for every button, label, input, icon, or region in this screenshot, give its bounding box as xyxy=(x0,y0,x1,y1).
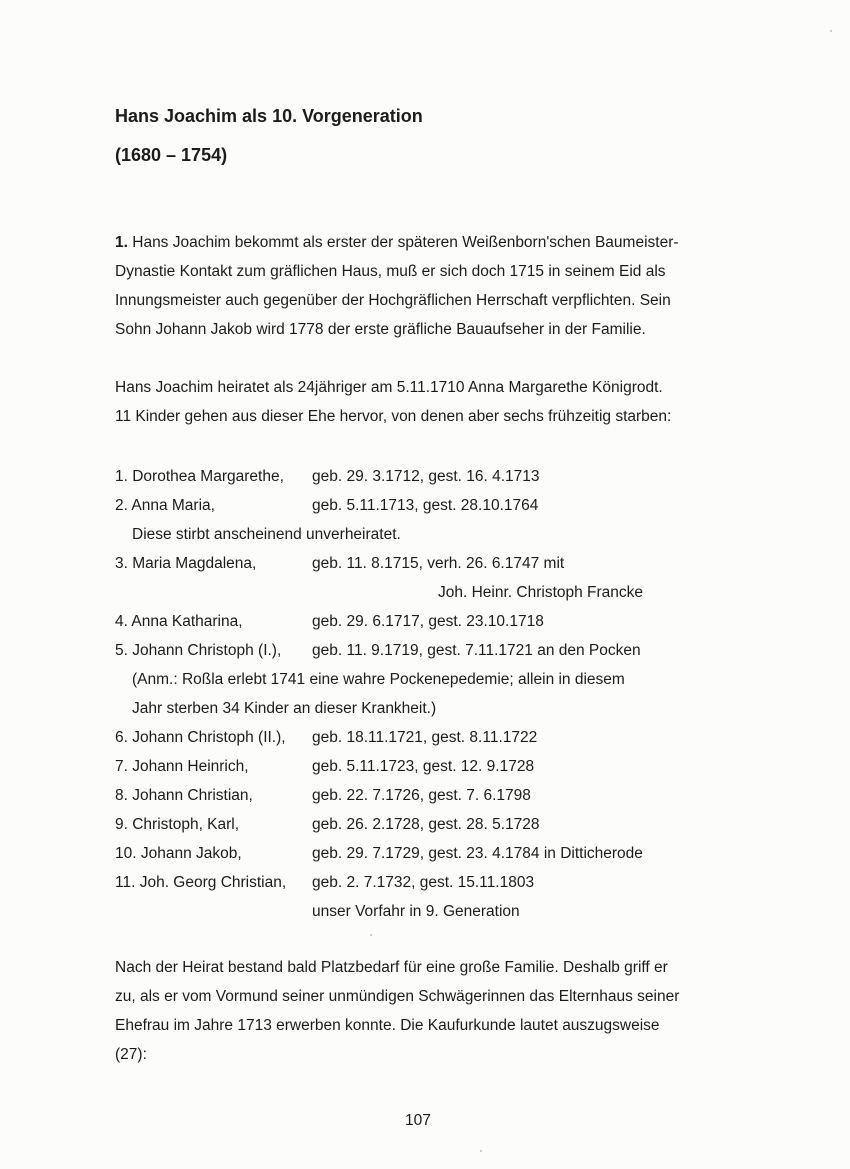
child-dates: geb. 5.11.1723, gest. 12. 9.1728 xyxy=(312,758,535,775)
children-list xyxy=(115,462,765,926)
list-item xyxy=(115,636,765,665)
list-note xyxy=(115,694,765,723)
page-number: 107 xyxy=(405,1112,431,1129)
paragraph-line: Nach der Heirat bestand bald Platzbedarf für eine große Familie. Deshalb griff er xyxy=(115,959,668,976)
list-item xyxy=(115,462,765,491)
child-name: 7. Johann Heinrich, xyxy=(115,758,249,775)
child-dates: geb. 29. 3.1712, gest. 16. 4.1713 xyxy=(312,468,540,485)
list-item xyxy=(115,752,765,781)
paragraph-3 xyxy=(115,953,755,1069)
scan-speck xyxy=(370,934,372,936)
child-name: 11. Joh. Georg Christian, xyxy=(115,874,287,891)
child-name: 4. Anna Katharina, xyxy=(115,613,243,630)
child-note: Jahr sterben 34 Kinder an dieser Krankheit.) xyxy=(132,700,437,717)
list-item xyxy=(115,549,765,578)
paragraph-line: 11 Kinder gehen aus dieser Ehe hervor, von denen aber sechs frühzeitig starben: xyxy=(115,408,672,425)
chapter-years: (1680 – 1754) xyxy=(115,145,228,165)
list-note xyxy=(115,665,765,694)
child-name: 10. Johann Jakob, xyxy=(115,845,242,862)
child-name: 6. Johann Christoph (II.), xyxy=(115,729,286,746)
paragraph-line: Innungsmeister auch gegenüber der Hochgräflichen Herrschaft verpflichten. Sein xyxy=(115,292,671,309)
list-note xyxy=(115,520,765,549)
paragraph-line: zu, als er vom Vormund seiner unmündigen Schwägerinnen das Elternhaus seiner xyxy=(115,988,680,1005)
child-name: 8. Johann Christian, xyxy=(115,787,253,804)
list-note xyxy=(115,897,765,926)
list-item xyxy=(115,607,765,636)
child-name: 1. Dorothea Margarethe, xyxy=(115,468,284,485)
list-note xyxy=(115,578,765,607)
child-name: 9. Christoph, Karl, xyxy=(115,816,240,833)
child-note: (Anm.: Roßla erlebt 1741 eine wahre Pockenepedemie; allein in diesem xyxy=(132,671,625,688)
scan-speck xyxy=(830,30,832,32)
paragraph-2 xyxy=(115,373,755,431)
child-dates: geb. 18.11.1721, gest. 8.11.1722 xyxy=(312,729,538,746)
paragraph-line: Hans Joachim heiratet als 24jähriger am 5.11.1710 Anna Margarethe Königrodt. xyxy=(115,379,663,396)
paragraph-line: Ehefrau im Jahre 1713 erwerben konnte. Die Kaufurkunde lautet auszugsweise xyxy=(115,1017,660,1034)
child-note: unser Vorfahr in 9. Generation xyxy=(312,903,520,920)
child-name: 3. Maria Magdalena, xyxy=(115,555,257,572)
list-item xyxy=(115,781,765,810)
child-name: 2. Anna Maria, xyxy=(115,497,215,514)
list-item xyxy=(115,491,765,520)
child-dates: geb. 11. 8.1715, verh. 26. 6.1747 mit xyxy=(312,555,565,572)
paragraph-number: 1. xyxy=(115,234,128,251)
child-name: 5. Johann Christoph (I.), xyxy=(115,642,282,659)
chapter-title: Hans Joachim als 10. Vorgeneration xyxy=(115,106,423,126)
child-note: Diese stirbt anscheinend unverheiratet. xyxy=(132,526,401,543)
child-dates: geb. 22. 7.1726, gest. 7. 6.1798 xyxy=(312,787,531,804)
child-dates: geb. 5.11.1713, gest. 28.10.1764 xyxy=(312,497,539,514)
paragraph-line: 1. Hans Joachim bekommt als erster der späteren Weißenborn'schen Baumeister- xyxy=(115,234,679,251)
paragraph-line: Dynastie Kontakt zum gräflichen Haus, muß er sich doch 1715 in seinem Eid als xyxy=(115,263,666,280)
child-dates: geb. 29. 7.1729, gest. 23. 4.1784 in Ditticherode xyxy=(312,845,643,862)
child-dates: geb. 29. 6.1717, gest. 23.10.1718 xyxy=(312,613,544,630)
child-dates: geb. 11. 9.1719, gest. 7.11.1721 an den Pocken xyxy=(312,642,641,659)
child-note: Joh. Heinr. Christoph Francke xyxy=(438,584,644,601)
child-dates: geb. 2. 7.1732, gest. 15.11.1803 xyxy=(312,874,535,891)
list-item xyxy=(115,723,765,752)
paragraph-1 xyxy=(115,228,755,344)
scan-speck xyxy=(480,1150,482,1152)
child-dates: geb. 26. 2.1728, gest. 28. 5.1728 xyxy=(312,816,540,833)
paragraph-line: (27): xyxy=(115,1046,147,1063)
list-item xyxy=(115,868,765,897)
list-item xyxy=(115,839,765,868)
paragraph-line: Sohn Johann Jakob wird 1778 der erste gräfliche Bauaufseher in der Familie. xyxy=(115,321,646,338)
list-item xyxy=(115,810,765,839)
